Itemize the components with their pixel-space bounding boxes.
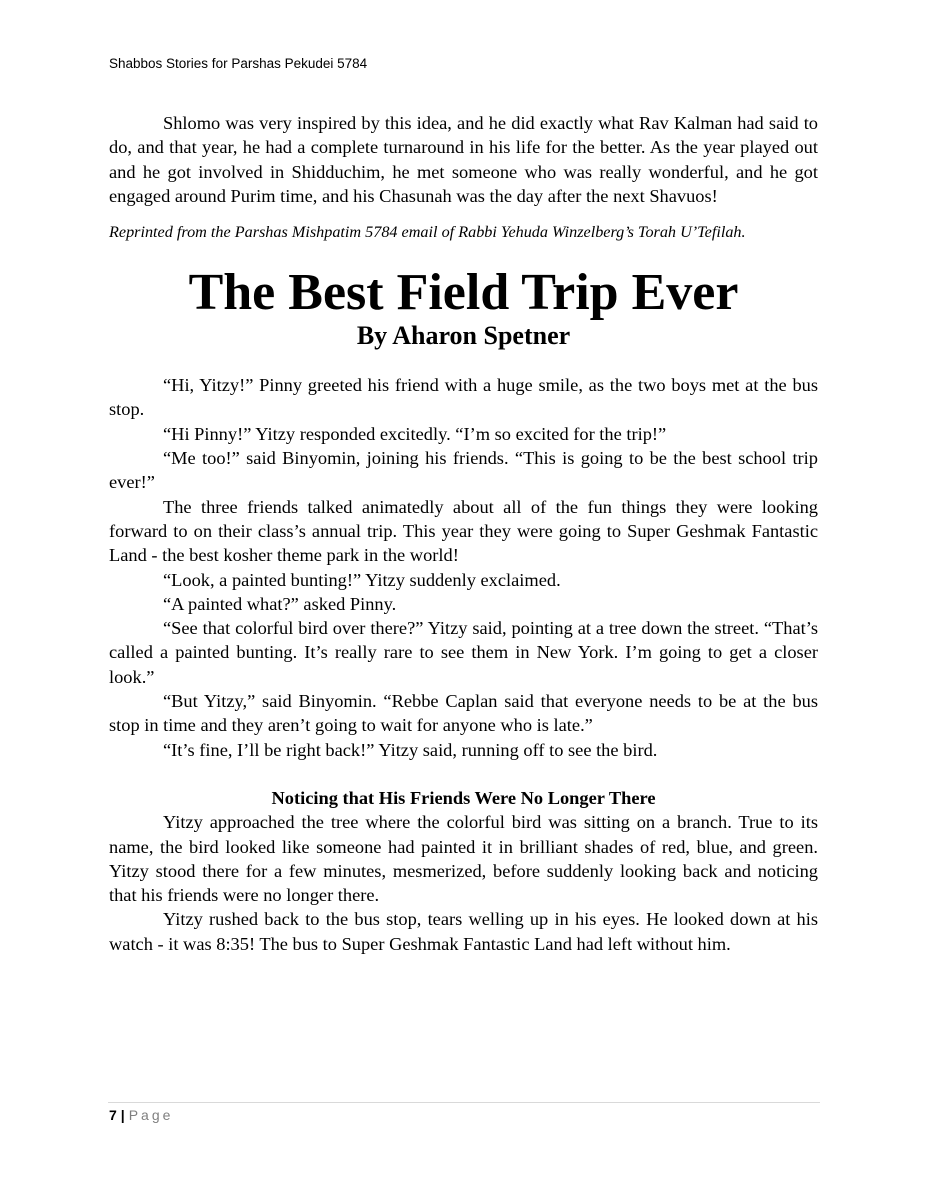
running-header: Shabbos Stories for Parshas Pekudei 5784 [109, 56, 368, 71]
story-paragraph: “See that colorful bird over there?” Yitzy said, pointing at a tree down the street. “That’s called a painted bunting. It’s really rare to see them in New York. I’m going to get a closer look.” [109, 618, 818, 687]
story-paragraph: “Me too!” said Binyomin, joining his friends. “This is going to be the best school trip ever!” [109, 448, 818, 493]
story-paragraph: The three friends talked animatedly about all of the fun things they were looking forward to on their class’s annual trip. This year they were going to Super Geshmak Fantastic Land - the best kosher theme park in the world! [109, 496, 818, 566]
story-paragraph: “It’s fine, I’ll be right back!” Yitzy said, running off to see the bird. [163, 739, 658, 760]
footer-divider [108, 1102, 820, 1103]
reprint-credit: Reprinted from the Parshas Mishpatim 5784 email of Rabbi Yehuda Winzelberg’s Torah U’Tefilah. [109, 223, 746, 242]
page-footer [109, 1107, 173, 1123]
story-paragraph: “But Yitzy,” said Binyomin. “Rebbe Caplan said that everyone needs to be at the bus stop in time and they aren’t going to wait for anyone who is late.” [109, 691, 818, 736]
story-paragraph: “Look, a painted bunting!” Yitzy suddenly exclaimed. [163, 569, 561, 590]
previous-story-closing-paragraph: Shlomo was very inspired by this idea, and he did exactly what Rav Kalman had said to do, and that year, he had a complete turnaround in his life for the better. As the year played out and he got involved in Shidduchim, he met someone who was really wonderful, and he got engaged around Purim time, and his Chasunah was the day after the next Shavuos! [109, 113, 818, 206]
story-paragraph: “A painted what?” asked Pinny. [163, 593, 397, 614]
story-paragraph: Yitzy approached the tree where the colorful bird was sitting on a branch. True to its name, the bird looked like someone had painted it in brilliant shades of red, blue, and green. Yitzy stood there for a few minutes, mesmerized, before suddenly looking back and noticing that his friends were no longer there. [109, 812, 818, 906]
footer-separator: | [120, 1107, 125, 1123]
section-subheading: Noticing that His Friends Were No Longer There [271, 787, 656, 808]
page-label: Page [128, 1107, 174, 1123]
page-body [109, 111, 818, 956]
story-paragraph: Yitzy rushed back to the bus stop, tears welling up in his eyes. He looked down at his watch - it was 8:35! The bus to Super Geshmak Fantastic Land had left without him. [109, 909, 818, 954]
story-byline: By Aharon Spetner [356, 321, 571, 351]
page-number: 7 [109, 1107, 117, 1123]
story-title: The Best Field Trip Ever [188, 264, 739, 322]
story-paragraph: “Hi, Yitzy!” Pinny greeted his friend with a huge smile, as the two boys met at the bus stop. [109, 375, 818, 420]
story-paragraph: “Hi Pinny!” Yitzy responded excitedly. “I’m so excited for the trip!” [163, 423, 667, 444]
